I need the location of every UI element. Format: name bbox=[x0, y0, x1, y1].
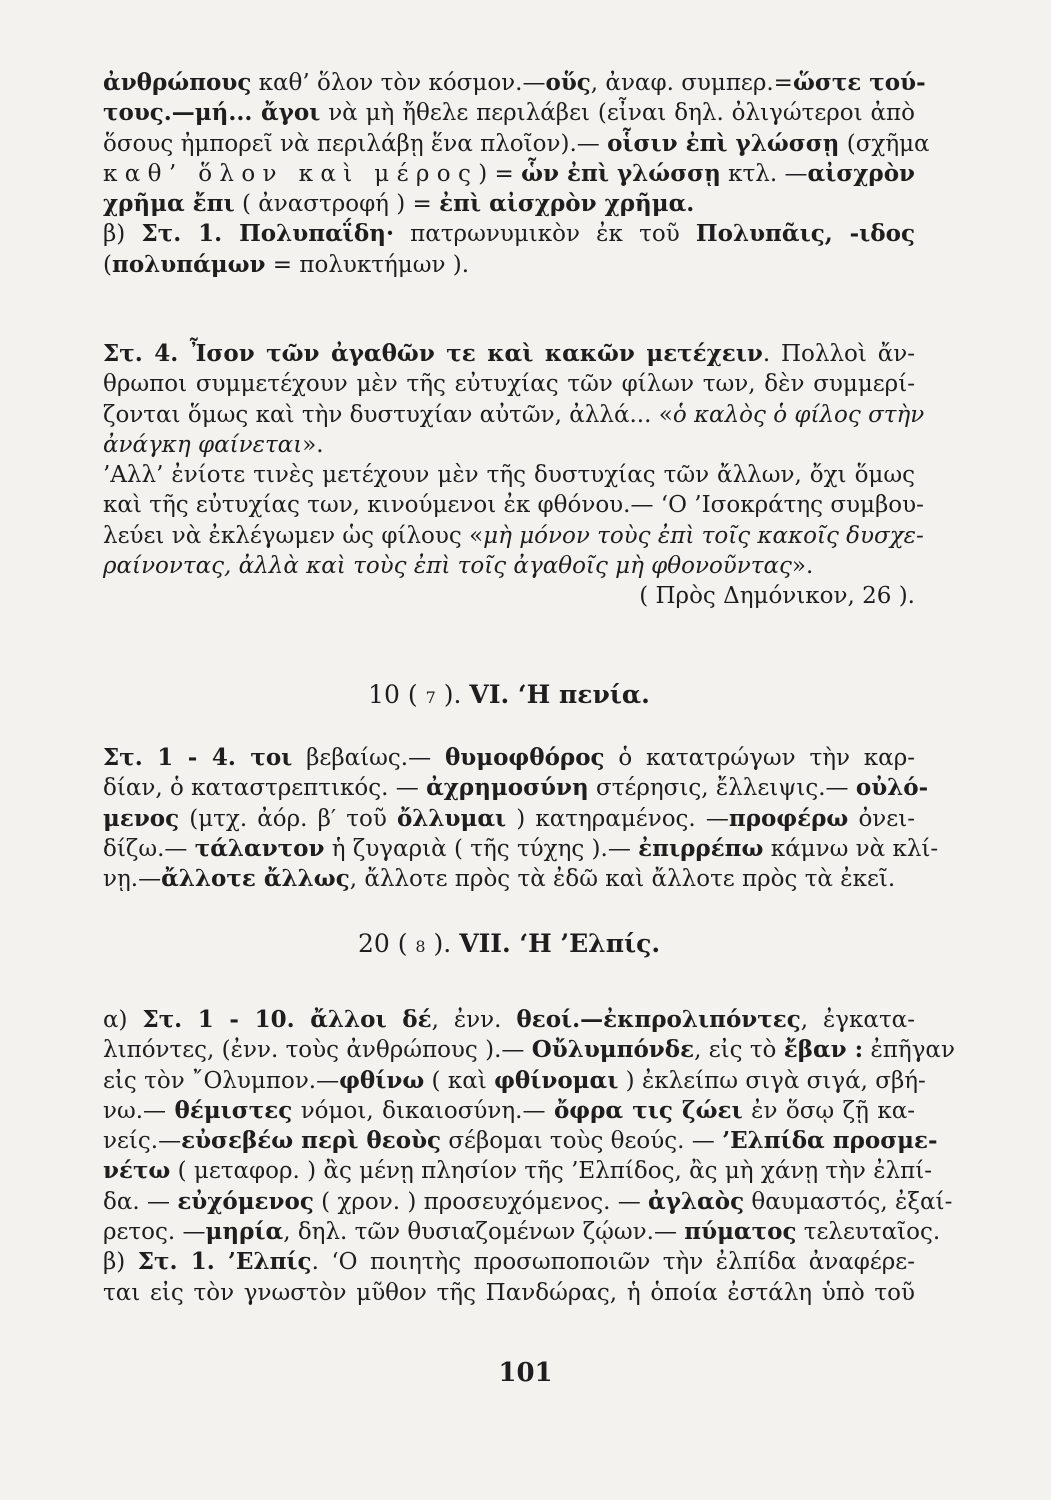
gloss: , ἐνν. bbox=[431, 1007, 517, 1033]
term: ἀχρημοσύνη bbox=[426, 774, 589, 802]
term: ὄφρα τις ζώει bbox=[553, 1096, 743, 1124]
term: θέμιστες bbox=[174, 1096, 293, 1124]
text-line bbox=[103, 743, 915, 773]
gloss: ( καὶ bbox=[424, 1067, 495, 1094]
gloss: δίαν, ὁ καταστρεπτικός. — bbox=[103, 775, 427, 802]
gloss: πατρωνυμικὸν ἐκ τοῦ bbox=[393, 221, 696, 248]
gloss: ὅσους ἠμπορεῖ νὰ περιλάβῃ ἕνα πλοῖον).— bbox=[103, 130, 608, 157]
section-heading-vi bbox=[103, 680, 915, 713]
term: τάλαντον bbox=[194, 834, 325, 862]
term: ὥστε τού- bbox=[792, 69, 926, 96]
gloss: νόμοι, δικαιοσύνη.— bbox=[292, 1097, 554, 1124]
term: οἷσιν ἐπὶ γλώσσῃ bbox=[607, 129, 840, 157]
commentary-block-1 bbox=[103, 68, 930, 280]
gloss: ». bbox=[302, 431, 324, 458]
text-line bbox=[103, 804, 915, 834]
text-line bbox=[103, 773, 929, 803]
text-line bbox=[103, 490, 924, 520]
term: φθίνω bbox=[339, 1066, 425, 1094]
text-line bbox=[103, 219, 915, 249]
text-line bbox=[103, 1278, 915, 1308]
term: οὐλό- bbox=[855, 774, 929, 802]
quote: μὴ μόνον τοὺς ἐπὶ τοῖς κακοῖς δυσχε- bbox=[483, 522, 924, 549]
text-line bbox=[103, 864, 915, 894]
gloss: δα. — bbox=[103, 1188, 178, 1215]
footnote-ref: ( 7 ). bbox=[407, 680, 462, 709]
text-line bbox=[103, 129, 930, 159]
text-line bbox=[103, 521, 924, 551]
text-line bbox=[103, 1005, 915, 1035]
text-line bbox=[103, 1096, 915, 1126]
term: ὧν ἐπὶ γλώσσῃ bbox=[521, 159, 721, 187]
gloss: ) κατηραμένος. — bbox=[506, 805, 729, 832]
gloss: ὀνει- bbox=[848, 805, 915, 832]
gloss: , δηλ. τῶν θυσιαζομένων ζῴων.— bbox=[283, 1219, 685, 1246]
gloss: . ‘Ο ποιητὴς προσωποποιῶν τὴν ἐλπίδα ἀναφέρε- bbox=[311, 1249, 915, 1276]
gloss: ται εἰς τὸν γνωστὸν μῦθον τῆς Πανδώρας, ἡ ὁποία ἐστάλη ὑπὸ τοῦ bbox=[103, 1279, 915, 1306]
text-line bbox=[103, 250, 915, 280]
commentary-block-3 bbox=[103, 743, 939, 894]
gloss: λεύει νὰ ἐκλέγωμεν ὡς φίλους « bbox=[103, 522, 484, 549]
line-number: 20 bbox=[357, 929, 390, 958]
section-heading-vii bbox=[103, 929, 915, 962]
text-line bbox=[103, 369, 915, 399]
gloss: ». bbox=[791, 553, 814, 580]
text-line bbox=[103, 1187, 953, 1217]
gloss: εἰς τὸν ῎Ολυμπον.— bbox=[103, 1067, 340, 1094]
term: Οὔλυμπόνδε bbox=[531, 1036, 695, 1064]
gloss: (μτχ. ἀόρ. β′ τοῦ bbox=[179, 805, 397, 832]
text-line bbox=[103, 1247, 915, 1277]
gloss: καθ’ ὅλον τὸν κόσμον.— bbox=[251, 70, 546, 96]
quote: ὁ καλὸς ὁ φίλος στὴν bbox=[672, 401, 925, 428]
gloss: ἐπῆγαν bbox=[863, 1037, 955, 1064]
footnote-number: 7 bbox=[425, 688, 436, 707]
gloss: ἐν ὅσῳ ζῇ κα- bbox=[742, 1097, 916, 1124]
term: ἐπιρρέπω bbox=[638, 834, 764, 862]
gloss: ( ἀναστροφή ) = bbox=[234, 191, 440, 218]
term: χρῆμα ἔπι bbox=[103, 190, 235, 218]
gloss: ( χρον. ) προσευχόμενος. — bbox=[313, 1188, 649, 1215]
gloss: βεβαίως.— bbox=[292, 745, 445, 771]
term: πολυπάμων bbox=[111, 250, 266, 278]
gloss: , εἰς τὸ bbox=[694, 1037, 784, 1064]
text-line bbox=[103, 98, 915, 128]
gloss: θρωποι συμμετέχουν μὲν τῆς εὐτυχίας τῶν φίλων των, δὲν συμμερί- bbox=[103, 371, 915, 398]
text-line bbox=[103, 1126, 938, 1156]
text-line bbox=[103, 1156, 933, 1186]
footnote-ref: ( 8 ). bbox=[397, 929, 452, 958]
gloss: λιπόντες, (ἐνν. τοὺς ἀνθρώπους ).— bbox=[103, 1037, 532, 1064]
commentary-block-2 bbox=[103, 339, 925, 612]
gloss: ’Αλλ’ ἐνίοτε τινὲς μετέχουν μὲν τῆς δυστυχίας τῶν ἄλλων, ὄχι ὅμως bbox=[103, 462, 915, 489]
term: Στ. 1. ’Ελπίς bbox=[137, 1248, 312, 1276]
term: ὄλλυμαι bbox=[396, 804, 507, 832]
term: Στ. 1. Πολυπαΐδη· bbox=[141, 220, 394, 248]
text-line bbox=[103, 189, 915, 219]
gloss: ( bbox=[103, 251, 112, 278]
gloss: ἡ ζυγαριὰ ( τῆς τύχης ).— bbox=[324, 835, 639, 862]
term: νέτω bbox=[103, 1157, 171, 1185]
gloss: νω.— bbox=[103, 1097, 175, 1124]
gloss: δίζω.— bbox=[103, 835, 195, 862]
text-line bbox=[103, 460, 915, 490]
gloss: ὁ κατατρώγων τὴν καρ- bbox=[604, 745, 915, 771]
text-line bbox=[103, 1066, 926, 1096]
page-number: 101 bbox=[498, 1358, 553, 1388]
gloss: = πολυκτήμων ). bbox=[265, 251, 470, 278]
gloss: καὶ τῆς εὐτυχίας των, κινούμενοι ἐκ φθόνου.— ‘Ο ’Ισοκράτης συμβου- bbox=[103, 492, 924, 519]
text-line bbox=[103, 159, 915, 189]
term: αἰσχρὸν bbox=[807, 159, 916, 187]
term: τους.—μή... ἄγοι bbox=[103, 99, 321, 127]
term: Στ. 1 - 10. ἄλλοι δέ bbox=[142, 1006, 432, 1033]
gloss: στέρησις, ἔλλειψις.— bbox=[588, 775, 856, 802]
term: μενος bbox=[103, 804, 180, 832]
term: ἀνθρώπους bbox=[103, 69, 252, 96]
gloss: σέβομαι τοὺς θεούς. — bbox=[441, 1128, 723, 1155]
gloss: . Πολλοὶ ἄν- bbox=[762, 341, 915, 367]
text-line bbox=[103, 1217, 941, 1247]
citation: ( Πρὸς Δημόνικον, 26 ). bbox=[639, 583, 915, 610]
footnote-number: 8 bbox=[415, 937, 426, 956]
commentary-block-4 bbox=[103, 1005, 955, 1308]
term: Πολυπᾶις, -ιδος bbox=[695, 220, 915, 248]
text-line bbox=[103, 68, 926, 98]
gloss: , ἄλλοτε πρὸς τὰ ἐδῶ καὶ ἄλλοτε πρὸς τὰ ἐκεῖ. bbox=[349, 866, 896, 893]
gloss: ) ἐκλείπω σιγὰ σιγά, σβή- bbox=[618, 1067, 926, 1094]
gloss: θαυμαστός, ἐξαί- bbox=[744, 1188, 953, 1215]
gloss: ) = bbox=[478, 160, 522, 187]
gloss: νείς.— bbox=[103, 1128, 182, 1155]
term: μηρία bbox=[205, 1218, 284, 1246]
spaced-phrase: καθ’ ὅλον καὶ μέρος bbox=[103, 160, 479, 187]
gloss: ( μεταφορ. ) ἂς μένῃ πλησίον τῆς ’Ελπίδος, ἂς μὴ χάνῃ τὴν ἐλπί- bbox=[170, 1158, 933, 1185]
term: προφέρω bbox=[728, 804, 849, 832]
quote: ἀνάγκη φαίνεται bbox=[103, 431, 303, 458]
text-line bbox=[103, 1035, 955, 1065]
term: θεοί.—ἐκπρολιπόντες bbox=[516, 1006, 801, 1033]
section-title: VII. ‘Η ’Ελπίς. bbox=[459, 929, 661, 958]
text-line bbox=[103, 430, 915, 460]
text-line bbox=[103, 551, 915, 581]
quote: ραίνοντας, ἀλλὰ καὶ τοὺς ἐπὶ τοῖς ἀγαθοῖς μὴ φθονοῦντας bbox=[103, 553, 792, 580]
term: φθίνομαι bbox=[494, 1066, 619, 1094]
term: θυμοφθόρος bbox=[444, 744, 605, 771]
term: ’Ελπίδα προσμε- bbox=[722, 1127, 938, 1155]
term: Στ. 1 - 4. τοι bbox=[103, 744, 293, 771]
text-line bbox=[103, 400, 925, 430]
section-title: VI. ‘Η πενία. bbox=[469, 680, 650, 709]
gloss: α) bbox=[103, 1007, 143, 1033]
gloss: ζονται ὅμως καὶ τὴν δυστυχίαν αὐτῶν, ἀλλά... « bbox=[103, 401, 673, 428]
gloss: (σχῆμα bbox=[839, 130, 930, 157]
term: ἐπὶ αἰσχρὸν χρῆμα. bbox=[439, 190, 695, 218]
gloss: β) bbox=[103, 1249, 138, 1276]
text-line bbox=[103, 834, 939, 864]
term: ἄλλοτε ἄλλως bbox=[161, 865, 350, 893]
term: εὐχόμενος bbox=[177, 1187, 314, 1215]
text-line bbox=[103, 339, 915, 369]
gloss: β) bbox=[103, 221, 142, 248]
gloss: νῃ.— bbox=[103, 866, 162, 893]
term: ἀγλαὸς bbox=[648, 1187, 745, 1215]
term: ἔβαν : bbox=[783, 1036, 864, 1064]
gloss: , ἐγκατα- bbox=[800, 1007, 915, 1033]
term: εὐσεβέω περὶ θεοὺς bbox=[181, 1127, 442, 1155]
term: Στ. 4. Ἶσον τῶν ἀγαθῶν τε καὶ κακῶν μετέχειν bbox=[103, 340, 763, 367]
gloss: ρετος. — bbox=[103, 1219, 206, 1246]
line-number: 10 bbox=[368, 680, 400, 709]
gloss: κτλ. — bbox=[720, 160, 808, 187]
term: πύματος bbox=[684, 1218, 797, 1246]
gloss: , ἀναφ. συμπερ.= bbox=[590, 70, 793, 96]
gloss: κάμνω νὰ κλί- bbox=[763, 835, 939, 862]
gloss: τελευταῖος. bbox=[796, 1219, 941, 1246]
term: οὕς bbox=[545, 69, 591, 96]
citation-line bbox=[103, 581, 915, 611]
gloss: νὰ μὴ ἤθελε περιλάβει (εἶναι δηλ. ὀλιγώτεροι ἀπὸ bbox=[320, 100, 916, 127]
